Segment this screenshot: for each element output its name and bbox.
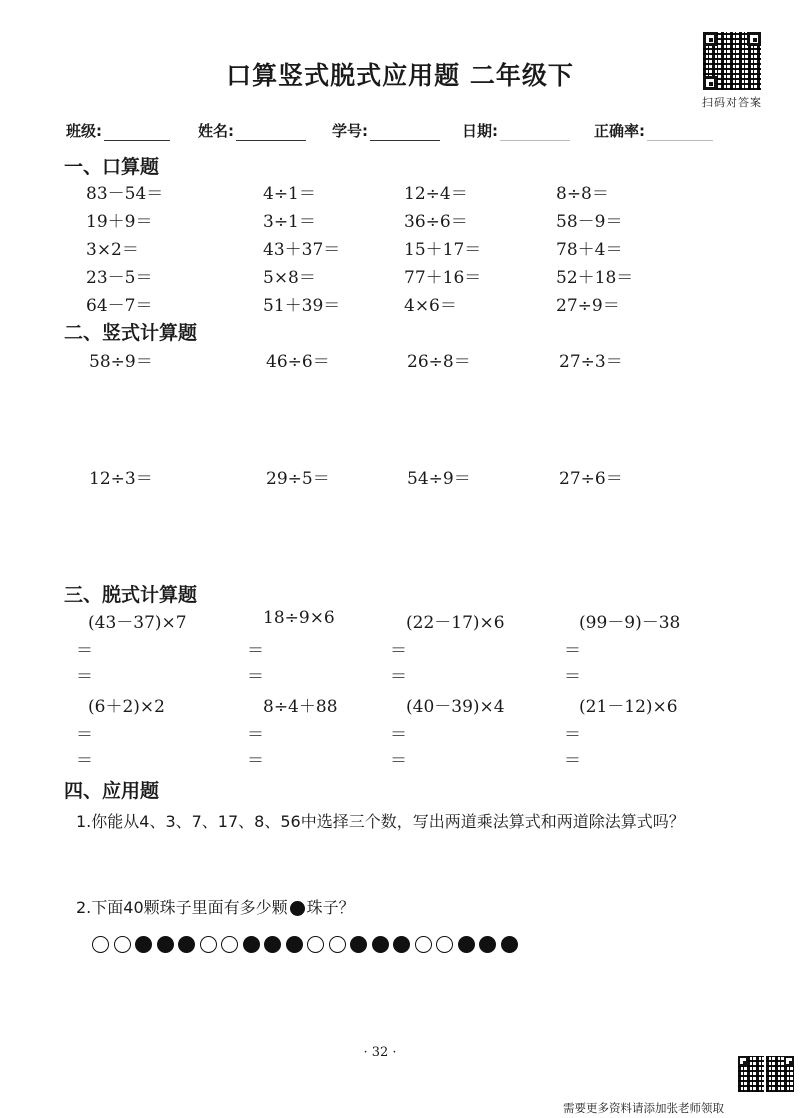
vertical-problem: 58÷9＝: [89, 352, 153, 372]
black-bead: [243, 936, 260, 953]
black-bead: [479, 936, 496, 953]
contact-qr-code-left[interactable]: [738, 1056, 764, 1092]
applied-question-1: 1.你能从4、3、7、17、8、56中选择三个数，写出两道乘法算式和两道除法算式吗？: [76, 812, 685, 831]
class-field[interactable]: [66, 120, 170, 141]
applied-question-2: [76, 895, 355, 918]
equals-line: ＝: [390, 725, 407, 745]
white-bead: [307, 936, 324, 953]
stepwise-problem: (21－12)×6: [579, 697, 678, 717]
stepwise-problem: (40－39)×4: [406, 697, 505, 717]
stepwise-problem: 8÷4＋88: [263, 697, 338, 717]
vertical-problem: 27÷3＝: [559, 352, 623, 372]
accuracy-field[interactable]: [594, 120, 713, 141]
stepwise-problem: (43－37)×7: [88, 613, 187, 633]
white-bead: [221, 936, 238, 953]
equals-line: ＝: [564, 725, 581, 745]
equals-line: ＝: [390, 641, 407, 661]
question-2-text-start: 2.下面40颗珠子里面有多少颗: [76, 898, 288, 917]
equals-line: ＝: [76, 751, 93, 771]
vertical-problem: 12÷3＝: [89, 469, 153, 489]
class-label: 班级:: [66, 122, 102, 140]
oral-problem: 58－9＝: [556, 212, 623, 232]
oral-problem: 36÷6＝: [404, 212, 468, 232]
oral-problem: 23－5＝: [86, 268, 153, 288]
name-field[interactable]: [198, 120, 306, 141]
black-bead: [501, 936, 518, 953]
equals-line: ＝: [564, 641, 581, 661]
contact-qr-code-right[interactable]: [766, 1056, 794, 1092]
white-bead: [436, 936, 453, 953]
equals-line: ＝: [247, 725, 264, 745]
vertical-problem: 29÷5＝: [266, 469, 330, 489]
white-bead: [329, 936, 346, 953]
oral-problem: 15＋17＝: [404, 240, 482, 260]
section-oral-heading: 一、口算题: [64, 156, 160, 178]
oral-problem: 12÷4＝: [404, 184, 468, 204]
equals-line: ＝: [76, 725, 93, 745]
vertical-problem: 26÷8＝: [407, 352, 471, 372]
vertical-problem: 54÷9＝: [407, 469, 471, 489]
oral-problem: 19＋9＝: [86, 212, 153, 232]
stepwise-problem: (22－17)×6: [406, 613, 505, 633]
stepwise-problem: 18÷9×6: [263, 608, 335, 628]
bead-row: [92, 934, 522, 953]
equals-line: ＝: [390, 667, 407, 687]
qr-caption: 扫码对答案: [702, 96, 762, 109]
oral-problem: 83－54＝: [86, 184, 164, 204]
black-bead: [178, 936, 195, 953]
date-field[interactable]: [462, 120, 570, 141]
black-bead: [157, 936, 174, 953]
oral-problem: 3÷1＝: [263, 212, 316, 232]
black-bead-icon: [290, 901, 305, 916]
white-bead: [114, 936, 131, 953]
oral-problem: 8÷8＝: [556, 184, 609, 204]
equals-line: ＝: [390, 751, 407, 771]
white-bead: [415, 936, 432, 953]
section-stepwise-heading: 三、脱式计算题: [64, 584, 198, 606]
equals-line: ＝: [76, 667, 93, 687]
equals-line: ＝: [76, 641, 93, 661]
equals-line: ＝: [247, 667, 264, 687]
black-bead: [458, 936, 475, 953]
white-bead: [92, 936, 109, 953]
equals-line: ＝: [247, 641, 264, 661]
black-bead: [264, 936, 281, 953]
student-id-field[interactable]: [332, 120, 440, 141]
equals-line: ＝: [564, 751, 581, 771]
name-label: 姓名:: [198, 122, 234, 140]
oral-problem: 77＋16＝: [404, 268, 482, 288]
oral-problem: 64－7＝: [86, 296, 153, 316]
page-number: · 32 ·: [363, 1045, 397, 1060]
student-id-label: 学号:: [332, 122, 368, 140]
section-applied-heading: 四、应用题: [64, 780, 160, 802]
black-bead: [350, 936, 367, 953]
black-bead: [135, 936, 152, 953]
oral-problem: 27÷9＝: [556, 296, 620, 316]
oral-problem: 5×8＝: [263, 268, 316, 288]
black-bead: [393, 936, 410, 953]
stepwise-problem: (6＋2)×2: [88, 697, 165, 717]
vertical-problem: 46÷6＝: [266, 352, 330, 372]
oral-problem: 51＋39＝: [263, 296, 341, 316]
accuracy-label: 正确率:: [594, 122, 645, 140]
equals-line: ＝: [564, 667, 581, 687]
black-bead: [286, 936, 303, 953]
question-2-text-end: 珠子？: [306, 898, 355, 917]
equals-line: ＝: [247, 751, 264, 771]
oral-problem: 4×6＝: [404, 296, 457, 316]
date-label: 日期:: [462, 122, 498, 140]
section-vertical-heading: 二、竖式计算题: [64, 322, 198, 344]
oral-problem: 3×2＝: [86, 240, 139, 260]
oral-problem: 78＋4＝: [556, 240, 623, 260]
oral-problem: 4÷1＝: [263, 184, 316, 204]
white-bead: [200, 936, 217, 953]
oral-problem: 52＋18＝: [556, 268, 634, 288]
oral-problem: 43＋37＝: [263, 240, 341, 260]
page-title: 口算竖式脱式应用题 二年级下: [226, 61, 574, 90]
stepwise-problem: (99－9)－38: [579, 613, 681, 633]
black-bead: [372, 936, 389, 953]
footer-text: 需要更多资料请添加张老师领取: [563, 1101, 724, 1115]
vertical-problem: 27÷6＝: [559, 469, 623, 489]
